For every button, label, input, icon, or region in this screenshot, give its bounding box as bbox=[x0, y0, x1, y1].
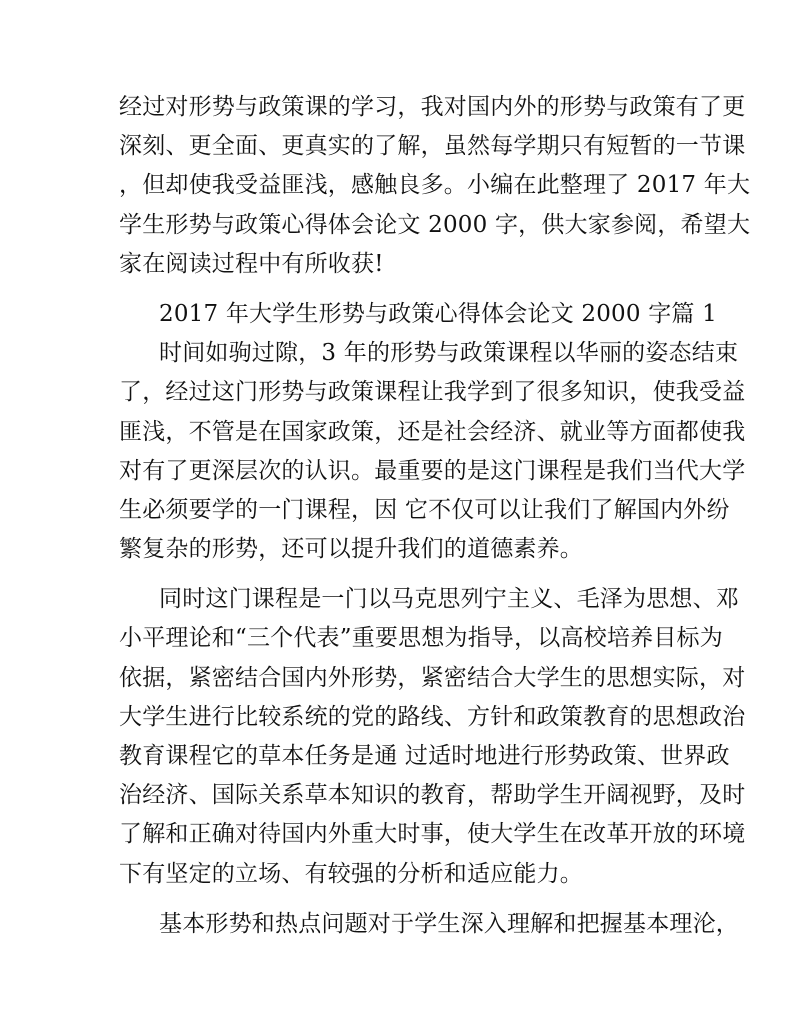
text-line: 匪浅，不管是在国家政策，还是社会经济、就业等方面都使我 bbox=[119, 418, 746, 445]
paragraph-3 bbox=[119, 905, 739, 944]
text-line: 了解和正确对待国内外重大时事，使大学生在改革开放的环境 bbox=[119, 821, 746, 848]
text-line: 家在阅读过程中有所收获! bbox=[119, 250, 384, 277]
text-line: 同时这门课程是一门以马克思列宁主义、毛泽为思想、邓 bbox=[159, 586, 739, 613]
text-line: 深刻、更全面、更真实的了解，虽然每学期只有短暂的一节课 bbox=[119, 133, 746, 160]
text-line: 学生形势与政策心得体会论文 2000 字，供大家参阅，希望大 bbox=[119, 211, 751, 238]
text-line: ，但却使我受益匪浅，感触良多。小编在此整理了 2017 年大 bbox=[119, 172, 751, 199]
text-line: 生必须要学的一门课程，因 它不仅可以让我们了解国内外纷 bbox=[119, 496, 730, 523]
section-heading: 2017 年大学生形势与政策心得体会论文 2000 字篇 1 bbox=[159, 300, 717, 327]
text-line: 基本形势和热点问题对于学生深入理解和把握基本理沦， bbox=[159, 910, 739, 937]
intro-paragraph bbox=[119, 88, 751, 284]
paragraph-2 bbox=[119, 580, 746, 894]
text-line: 繁复杂的形势，还可以提升我们的道德素养。 bbox=[119, 536, 583, 563]
text-line: 经过对形势与政策课的学习，我对国内外的形势与政策有了更 bbox=[119, 94, 746, 120]
text-line: 治经济、国际关系草本知识的教育，帮助学生开阔视野，及时 bbox=[119, 782, 746, 809]
text-line: 了，经过这门形势与政策课程让我学到了很多知识，使我受益 bbox=[119, 379, 746, 406]
text-line: 大学生进行比较系统的党的路线、方针和政策教育的思想政治 bbox=[119, 703, 746, 730]
document-body bbox=[119, 88, 751, 944]
text-line: 时间如驹过隙，3 年的形势与政策课程以华丽的姿态结束 bbox=[159, 340, 739, 367]
paragraph-1 bbox=[119, 334, 746, 569]
text-line: 教育课程它的草本任务是通 过适时地进行形势政策、世界政 bbox=[119, 743, 730, 769]
text-line: 依据，紧密结合国内外形势，紧密结合大学生的思想实际，对 bbox=[119, 664, 746, 691]
text-line: 下有坚定的立场、有较强的分析和适应能力。 bbox=[119, 860, 583, 887]
text-line: 对有了更深层次的认识。最重要的是这门课程是我们当代大学 bbox=[119, 457, 746, 484]
text-line: 小平理论和“三个代表”重要思想为指导，以高校培养目标为 bbox=[119, 625, 723, 652]
